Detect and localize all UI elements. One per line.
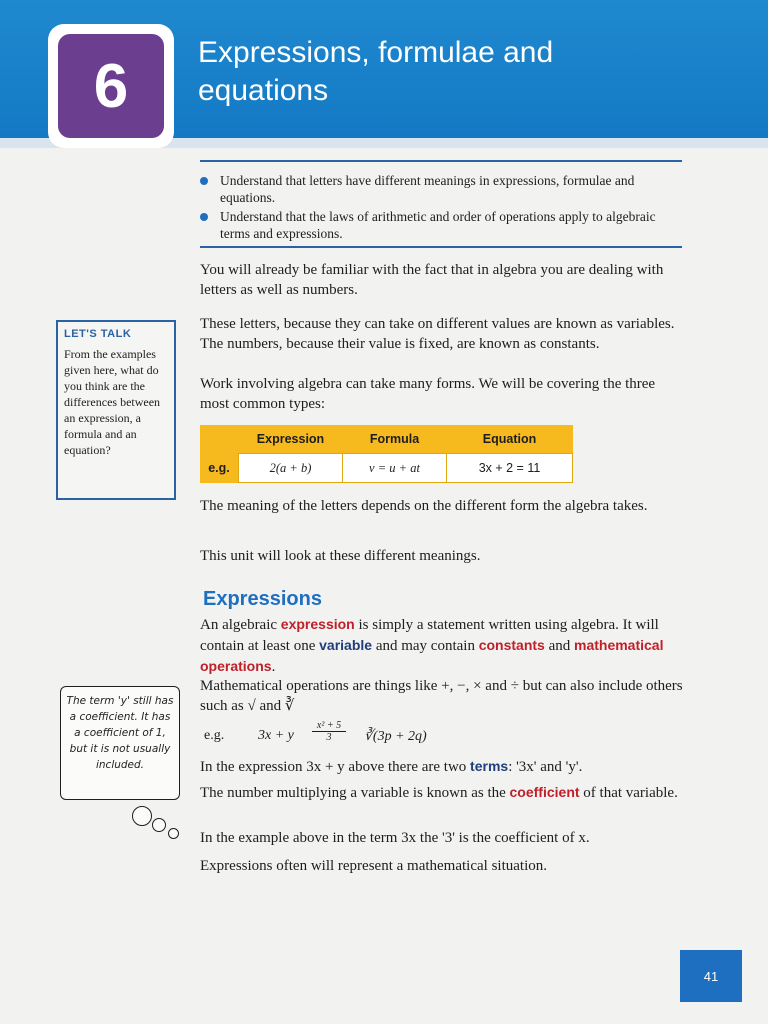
keyword-coefficient: coefficient [509, 784, 580, 800]
table-header-row [200, 425, 573, 454]
table-row-label: e.g. [200, 454, 239, 483]
table-header-expression: Expression [239, 425, 343, 454]
examples-label: e.g. [204, 728, 225, 743]
table-corner [200, 425, 239, 454]
intro-paragraph-3: Work involving algebra can take many forms. We will be covering the three most common types: [200, 376, 656, 412]
thought-bubble-dot-medium [152, 818, 166, 832]
section-heading-expressions: Expressions [203, 588, 322, 610]
expression-examples [204, 720, 674, 750]
keyword-variable: variable [319, 637, 373, 653]
keyword-expression: expression [280, 616, 355, 632]
example-expression-3: ∛(3p + 2q) [364, 729, 427, 744]
meaning-paragraph-2: This unit will look at these different meanings. [200, 548, 481, 564]
keyword-terms: terms [470, 758, 509, 774]
chapter-title [198, 34, 718, 110]
table-cell-equation: 3x + 2 = 11 [447, 454, 573, 483]
objectives-list [198, 172, 678, 244]
objective-item: Understand that letters have different meanings in expressions, formulae and equations. [198, 172, 678, 206]
objective-item: Understand that the laws of arithmetic and order of operations apply to algebraic terms and expressions. [198, 208, 678, 242]
intro-paragraph-1: You will already be familiar with the fact that in algebra you are dealing with letters as well as numbers. [200, 262, 664, 298]
expressions-paragraph-4: The number multiplying a variable is known as the coefficient of that variable. [200, 784, 678, 801]
chapter-title-line1: Expressions, formulae and [198, 36, 554, 69]
table-cell-formula: v = u + at [343, 454, 447, 483]
keyword-mathematical-operations: mathematical operations [200, 637, 664, 674]
chapter-badge [48, 24, 174, 148]
meaning-paragraph-1: The meaning of the letters depends on the different form the algebra takes. [200, 498, 648, 514]
lets-talk-heading: LET'S TALK [64, 328, 132, 340]
table-cell-expression: 2(a + b) [239, 454, 343, 483]
thought-bubble-note: The term 'y' still has a coefficient. It has a coefficient of 1, but it is not usually included. [60, 686, 180, 800]
expressions-paragraph-3: In the expression 3x + y above there are two terms: '3x' and 'y'. [200, 758, 583, 775]
intro-paragraph-2: These letters, because they can take on different values are known as variables. The numbers, because their value is fixed, are known as constants. [200, 316, 675, 352]
lets-talk-box [56, 320, 176, 500]
chapter-number: 6 [58, 34, 164, 138]
page-number: 41 [680, 950, 742, 1002]
chapter-title-line2: equations [198, 74, 329, 107]
objectives-bottom-rule [200, 246, 682, 248]
table-header-equation: Equation [447, 425, 573, 454]
thought-bubble-dot-large [132, 806, 152, 826]
objectives-top-rule [200, 160, 682, 162]
thought-bubble-dot-small [168, 828, 179, 839]
expressions-paragraph-1: An algebraic expression is simply a statement written using algebra. It will contain at least one variable and may contain constants and mathematical operations. [200, 616, 664, 675]
keyword-constants: constants [478, 637, 545, 653]
expressions-paragraph-2: Mathematical operations are things like +, −, × and ÷ but can also include others such as √ and ∛ [200, 678, 683, 714]
algebra-types-table [200, 425, 573, 483]
example-expression-1: 3x + y [258, 728, 294, 743]
example-expression-2: x² + 5 3 [312, 720, 346, 743]
expressions-paragraph-6: Expressions often will represent a mathematical situation. [200, 858, 547, 874]
lets-talk-text: From the examples given here, what do you think are the differences between an expression, a formula and an equation? [64, 347, 161, 457]
expressions-paragraph-5: In the example above in the term 3x the '3' is the coefficient of x. [200, 830, 590, 846]
table-header-formula: Formula [343, 425, 447, 454]
table-row [200, 454, 573, 483]
